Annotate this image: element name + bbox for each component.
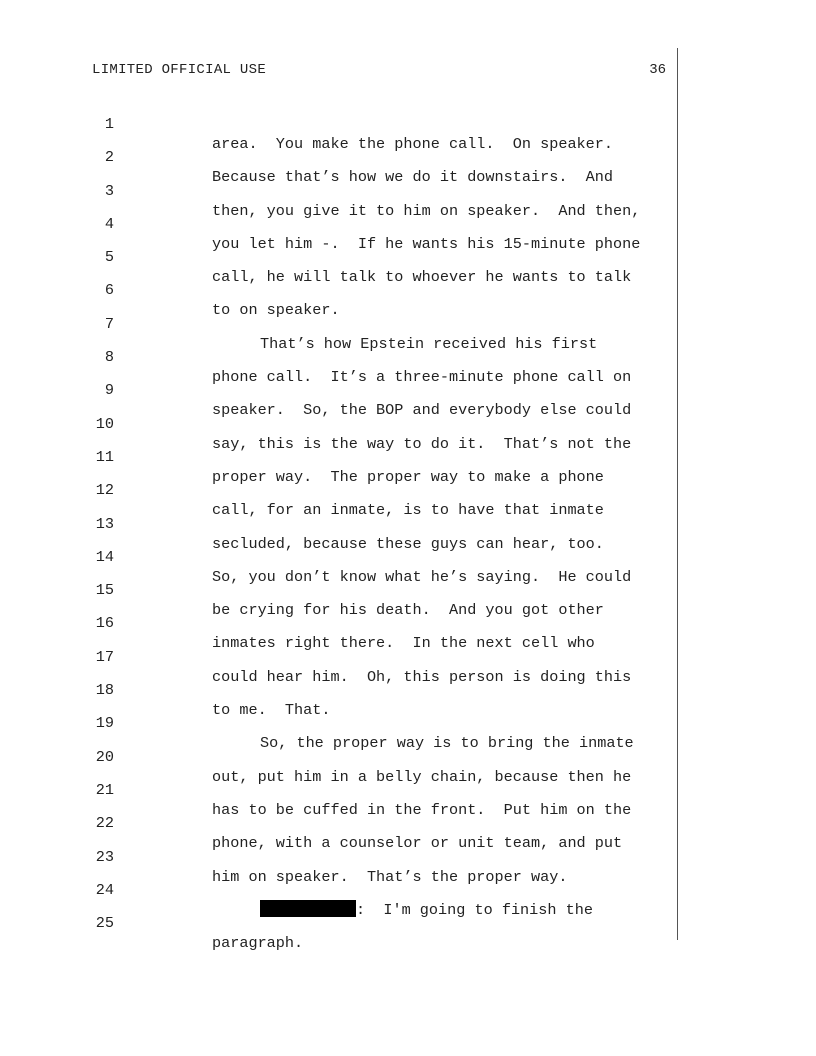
transcript-line-3 — [0, 161, 816, 220]
line-number: 1 — [104, 115, 114, 133]
line-text: paragraph. — [212, 934, 304, 953]
line-text: speaker. So, the BOP and everybody else could — [212, 401, 632, 420]
transcript-line-21 — [0, 760, 816, 819]
line-text: him on speaker. That’s the proper way. — [212, 867, 568, 886]
transcript-line-12 — [0, 460, 816, 520]
transcript-line-11 — [0, 427, 816, 486]
line-text: phone call. It’s a three-minute phone call on — [212, 368, 632, 387]
line-text: call, he will talk to whoever he wants to talk — [212, 268, 632, 287]
line-text: you let him -. If he wants his 15-minute phone — [212, 234, 641, 253]
line-text: be crying for his death. And you got other — [212, 601, 604, 620]
line-number: 16 — [95, 614, 114, 633]
line-text: secluded, because these guys can hear, too. — [212, 534, 604, 553]
line-text: to on speaker. — [212, 301, 340, 320]
line-text: could hear him. Oh, this person is doing this — [212, 667, 632, 686]
transcript-line-9 — [0, 360, 816, 420]
line-number: 7 — [104, 314, 114, 333]
transcript-line-13 — [0, 494, 816, 553]
line-number: 21 — [95, 780, 114, 799]
transcript-line-6 — [0, 260, 816, 320]
transcript-line-23 — [0, 827, 816, 886]
line-text: : I'm going to finish the — [356, 900, 593, 919]
transcript-line-14 — [0, 527, 816, 586]
line-number: 19 — [95, 714, 114, 733]
line-number: 6 — [104, 281, 114, 300]
transcript-line-10 — [0, 394, 816, 453]
transcript-line-4 — [0, 194, 816, 253]
line-number: 20 — [95, 747, 114, 766]
line-number: 22 — [95, 814, 114, 833]
line-text: phone, with a counselor or unit team, and put — [212, 834, 623, 853]
line-number: 3 — [104, 181, 114, 200]
transcript-line-7 — [0, 294, 816, 353]
transcript-line-1 — [0, 94, 816, 153]
transcript-line-8 — [0, 327, 816, 387]
line-text: So, you don’t know what he’s saying. He could — [212, 567, 632, 586]
line-number: 10 — [95, 414, 114, 433]
line-number: 2 — [104, 148, 114, 167]
transcript-line-5 — [0, 227, 816, 287]
transcript-line-20 — [0, 727, 816, 786]
line-number: 9 — [104, 381, 114, 400]
line-text: say, this is the way to do it. That’s not the — [212, 434, 632, 453]
line-number: 18 — [95, 681, 114, 700]
line-text: to me. That. — [212, 701, 331, 720]
line-number: 4 — [104, 214, 114, 233]
page-number: 36 — [649, 62, 666, 78]
line-number: 5 — [104, 248, 114, 267]
transcript-line-22 — [0, 793, 816, 853]
line-text: area. You make the phone call. On speaker. — [212, 135, 614, 153]
line-text: out, put him in a belly chain, because then he — [212, 767, 632, 786]
line-text: call, for an inmate, is to have that inmate — [212, 501, 604, 520]
line-text: proper way. The proper way to make a phone — [212, 467, 604, 486]
transcript-line-15 — [0, 560, 816, 620]
line-text: inmates right there. In the next cell who — [212, 634, 595, 653]
transcript-line-17 — [0, 627, 816, 686]
transcript-line-19 — [0, 693, 816, 753]
transcript-line-18 — [0, 660, 816, 720]
line-text: Because that’s how we do it downstairs. And — [212, 168, 614, 187]
transcript-line-16 — [0, 593, 816, 653]
transcript-line-24 — [0, 860, 816, 919]
line-text: then, you give it to him on speaker. And then, — [212, 201, 641, 220]
line-number: 13 — [95, 514, 114, 533]
line-number: 8 — [104, 348, 114, 367]
line-number: 14 — [95, 547, 114, 566]
line-number: 23 — [95, 847, 114, 866]
transcript-line-25 — [0, 893, 816, 953]
line-number: 15 — [95, 581, 114, 600]
transcript-body — [0, 94, 816, 953]
line-text: So, the proper way is to bring the inmate — [260, 734, 634, 753]
transcript-line-2 — [0, 127, 816, 187]
line-number: 12 — [95, 481, 114, 500]
line-number: 17 — [95, 647, 114, 666]
line-text: has to be cuffed in the front. Put him on the — [212, 800, 632, 819]
classification-header: LIMITED OFFICIAL USE — [92, 62, 267, 78]
line-text: That’s how Epstein received his first — [260, 334, 598, 353]
line-number: 24 — [95, 880, 114, 899]
line-number: 25 — [95, 914, 114, 933]
line-number: 11 — [95, 447, 114, 466]
